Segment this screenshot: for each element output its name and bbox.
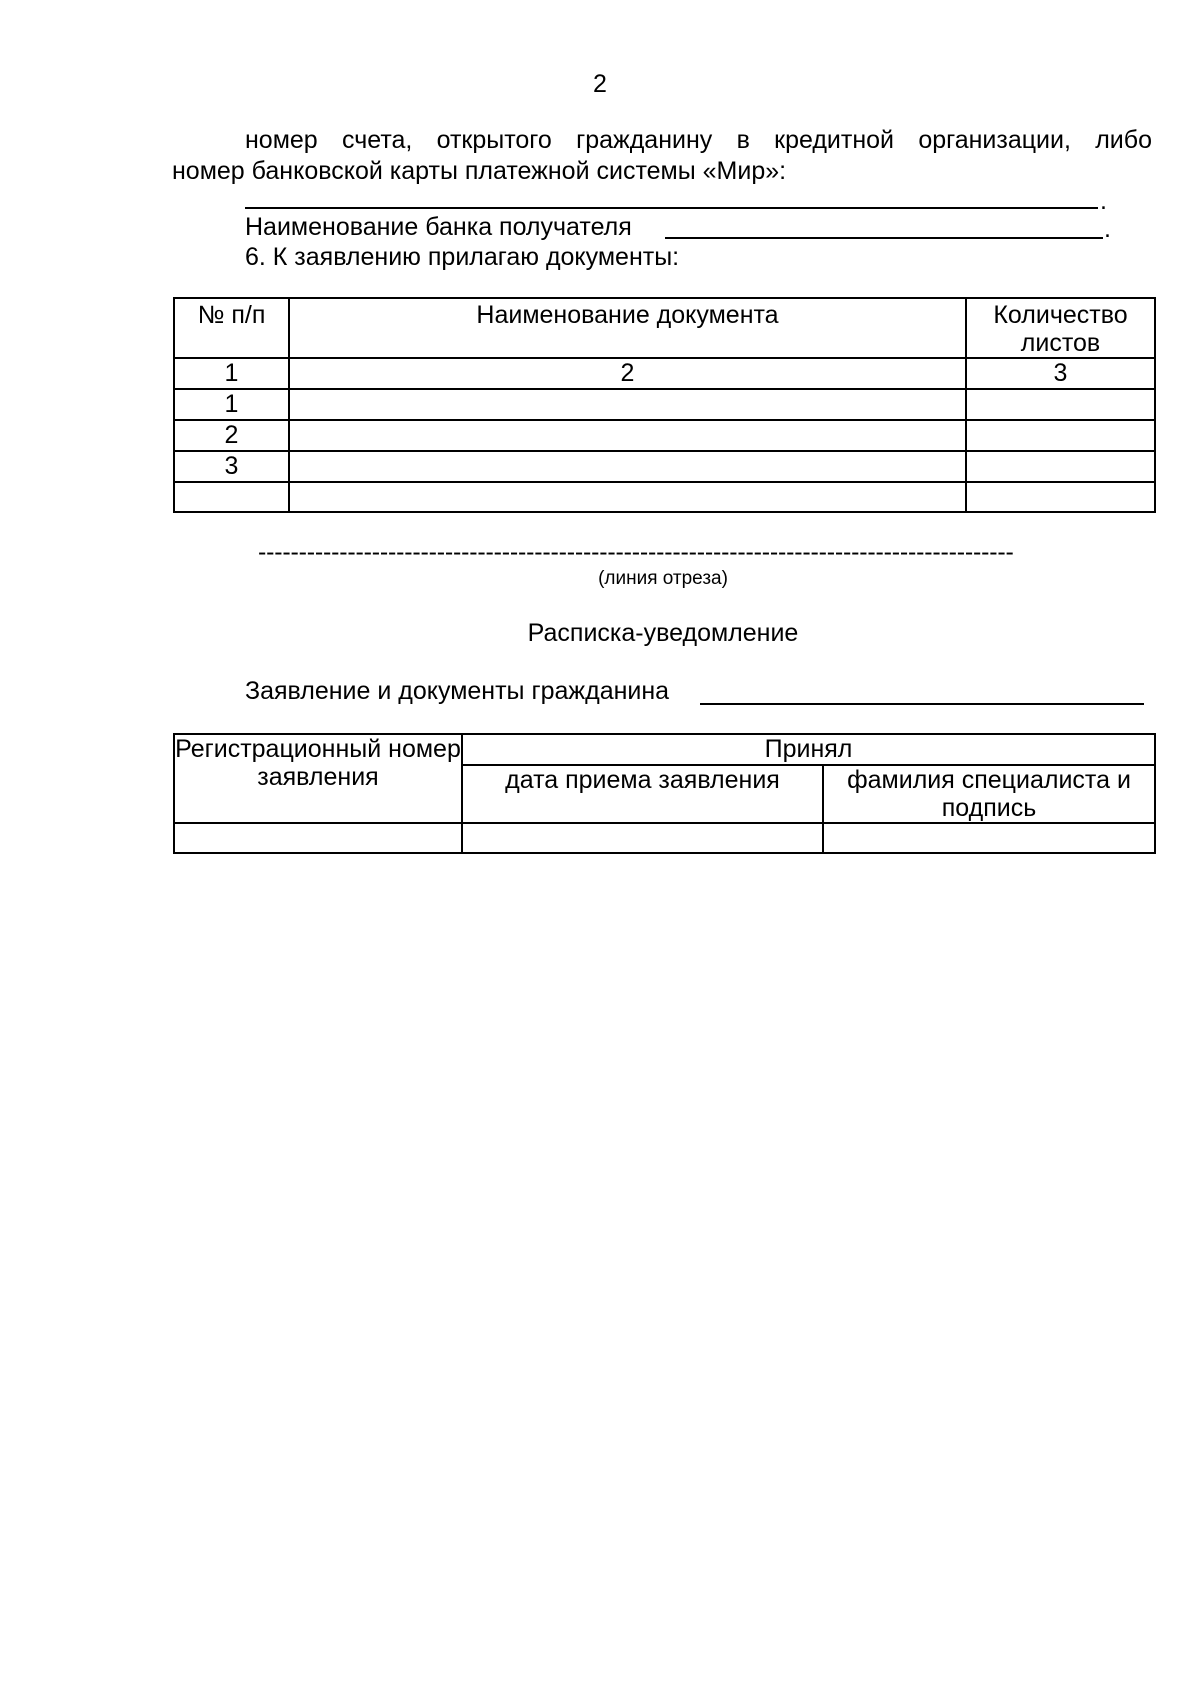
cut-line-caption: (линия отреза) <box>598 568 728 589</box>
table-cell[interactable] <box>462 823 823 853</box>
table-row <box>174 389 1155 420</box>
bank-line-period: . <box>1104 215 1111 243</box>
table-cell[interactable] <box>289 482 966 512</box>
account-line-period: . <box>1100 187 1107 215</box>
header-number: № п/п <box>174 298 289 358</box>
table-cell[interactable] <box>174 482 289 512</box>
table-row <box>174 451 1155 482</box>
header-specialist-signature: фамилия специалиста и подпись <box>823 765 1155 823</box>
receipt-statement: Заявление и документы гражданина <box>245 677 670 705</box>
account-paragraph-line-1: номер счета, открытого гражданину в кредитной организации, либо <box>245 126 1152 154</box>
header-document-name: Наименование документа <box>289 298 966 358</box>
page-number: 2 <box>593 70 607 98</box>
account-paragraph <box>172 125 1152 187</box>
header-accepted: Принял <box>462 734 1155 765</box>
header-acceptance-date: дата приема заявления <box>462 765 823 823</box>
citizen-name-blank-line <box>700 703 1144 705</box>
receipt-table-header-row <box>174 734 1155 765</box>
table-cell[interactable]: 3 <box>174 451 289 482</box>
header-sheet-count: Количество листов <box>966 298 1155 358</box>
table-row <box>174 420 1155 451</box>
table-cell[interactable] <box>966 389 1155 420</box>
attachments-heading: 6. К заявлению прилагаю документы: <box>245 243 680 271</box>
numbering-cell: 3 <box>966 358 1155 389</box>
table-cell[interactable] <box>966 482 1155 512</box>
table-cell[interactable] <box>966 451 1155 482</box>
table-cell[interactable] <box>289 451 966 482</box>
receipt-table <box>173 733 1156 854</box>
numbering-cell: 2 <box>289 358 966 389</box>
table-row <box>174 482 1155 512</box>
table-cell[interactable] <box>823 823 1155 853</box>
table-cell[interactable] <box>289 420 966 451</box>
table-cell[interactable] <box>174 823 462 853</box>
table-cell[interactable] <box>966 420 1155 451</box>
bank-name-blank-line <box>665 237 1103 239</box>
table-row <box>174 823 1155 853</box>
numbering-cell: 1 <box>174 358 289 389</box>
cut-line: --------------------------------------------------------------------------------------------- <box>258 538 1014 566</box>
receipt-title: Расписка-уведомление <box>527 619 799 647</box>
header-registration-number: Регистрационный номер заявления <box>174 734 462 823</box>
table-cell[interactable] <box>289 389 966 420</box>
bank-name-label: Наименование банка получателя <box>245 213 632 241</box>
account-number-blank-line <box>245 207 1098 209</box>
documents-table-header-row <box>174 298 1155 358</box>
table-cell[interactable]: 2 <box>174 420 289 451</box>
documents-table-numbering-row <box>174 358 1155 389</box>
account-paragraph-line-2: номер банковской карты платежной системы «Мир»: <box>172 157 787 185</box>
documents-table <box>173 297 1156 513</box>
table-cell[interactable]: 1 <box>174 389 289 420</box>
